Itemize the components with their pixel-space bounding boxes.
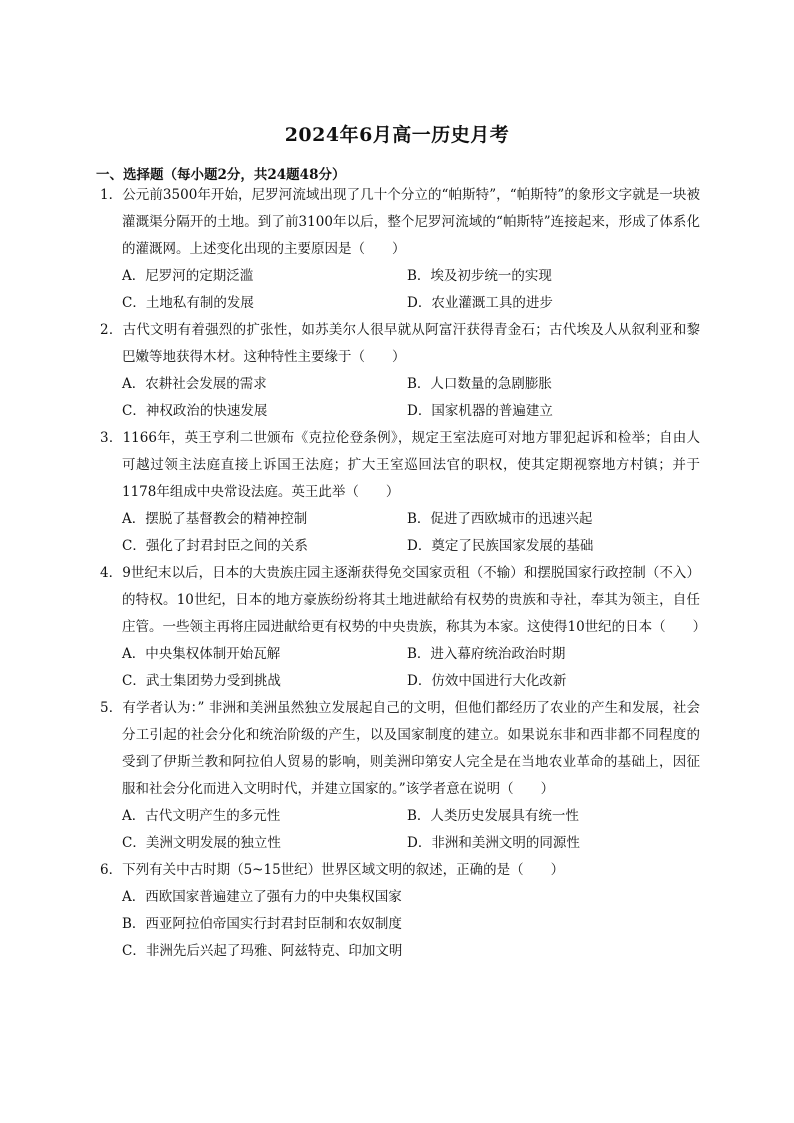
question-stem: 1．公元前3500年开始，尼罗河流域出现了几十个分立的“帕斯特”，“帕斯特”的象形文字就是一块被灌溉渠分隔开的土地。到了前3100年以后，整个尼罗河流域的“帕斯特”连接起来，形成了体系化的灌溉网。上述变化出现的主要原因是（ ）: [100, 187, 700, 257]
option-d: D．国家机器的普遍建立: [407, 403, 553, 419]
option-c: C．武士集团势力受到挑战: [122, 673, 281, 689]
option-d: D．仿效中国进行大化改新: [407, 673, 567, 689]
option-list: [100, 371, 700, 425]
question-stem: 5．有学者认为：” 非洲和美洲虽然独立发展起自己的文明，但他们都经历了农业的产生和发展，社会分工引起的社会分化和统治阶级的产生，以及国家制度的建立。如果说东非和西非都不同程度的受到了伊斯兰教和阿拉伯人贸易的影响，则美洲印第安人完全是在当地农业革命的基础上，因征服和社会分化而进入文明时代，并建立国家的。”该学者意在说明（ ）: [100, 700, 700, 797]
option-c: C．强化了封君封臣之间的关系: [122, 538, 308, 554]
question-4: [100, 560, 707, 695]
question-stem: 4．9世纪末以后，日本的大贵族庄园主逐渐获得免交国家贡租（不输）和摆脱国家行政控制（不入）的特权。10世纪，日本的地方豪族纷纷将其土地进献给有权势的贵族和寺社，奉其为领主，自任庄管。一些领主再将庄园进献给更有权势的中央贵族，称其为本家。这使得10世纪的日本（ ）: [100, 565, 707, 635]
option-list: [100, 641, 700, 695]
option-b: B．埃及初步统一的实现: [407, 268, 552, 284]
option-a: A．尼罗河的定期泛滥: [122, 268, 254, 284]
option-b: B．促进了西欧城市的迅速兴起: [407, 511, 593, 527]
question-stem: 2．古代文明有着强烈的扩张性，如苏美尔人很早就从阿富汗获得青金石；古代埃及人从叙利亚和黎巴嫩等地获得木材。这种特性主要缘于（ ）: [100, 322, 700, 365]
option-a: A．中央集权体制开始瓦解: [122, 646, 281, 662]
question-6: [100, 857, 700, 965]
option-c: C．神权政治的快速发展: [122, 403, 268, 419]
question-3: [100, 425, 700, 560]
option-a: A．西欧国家普遍建立了强有力的中央集权国家: [122, 889, 402, 905]
option-b: B．进入幕府统治政治时期: [407, 646, 566, 662]
page-title: 2024年6月高一历史月考: [284, 124, 510, 146]
option-list: [100, 506, 700, 560]
option-c: C．土地私有制的发展: [122, 295, 254, 311]
option-d: D．农业灌溉工具的进步: [407, 295, 553, 311]
option-list: [100, 263, 700, 317]
option-b: B．人类历史发展具有统一性: [407, 808, 579, 824]
option-c: C．非洲先后兴起了玛雅、阿兹特克、印加文明: [122, 943, 403, 959]
question-list: [100, 182, 707, 965]
option-a: A．摆脱了基督教会的精神控制: [122, 511, 308, 527]
question-5: [100, 695, 700, 857]
option-a: A．农耕社会发展的需求: [122, 376, 267, 392]
option-list: [100, 884, 700, 965]
section-heading: 一、选择题（每小题2分，共24题48分）: [96, 167, 346, 183]
option-list: [100, 803, 700, 857]
option-b: B．人口数量的急剧膨胀: [407, 376, 552, 392]
question-1: [100, 182, 700, 317]
question-stem: 3．1166年，英王亨利二世颁布《克拉伦登条例》，规定王室法庭可对地方罪犯起诉和检举；自由人可越过领主法庭直接上诉国王法庭；扩大王室巡回法官的职权，使其定期视察地方村镇；并于1178年组成中央常设法庭。英王此举（ ）: [100, 430, 700, 500]
question-stem: 6．下列有关中古时期（5~15世纪）世界区域文明的叙述，正确的是（ ）: [100, 862, 565, 878]
option-d: D．非洲和美洲文明的同源性: [407, 835, 580, 851]
question-2: [100, 317, 700, 425]
option-c: C．美洲文明发展的独立性: [122, 835, 281, 851]
option-d: D．奠定了民族国家发展的基础: [407, 538, 594, 554]
option-b: B．西亚阿拉伯帝国实行封君封臣制和农奴制度: [122, 916, 402, 932]
option-a: A．古代文明产生的多元性: [122, 808, 281, 824]
